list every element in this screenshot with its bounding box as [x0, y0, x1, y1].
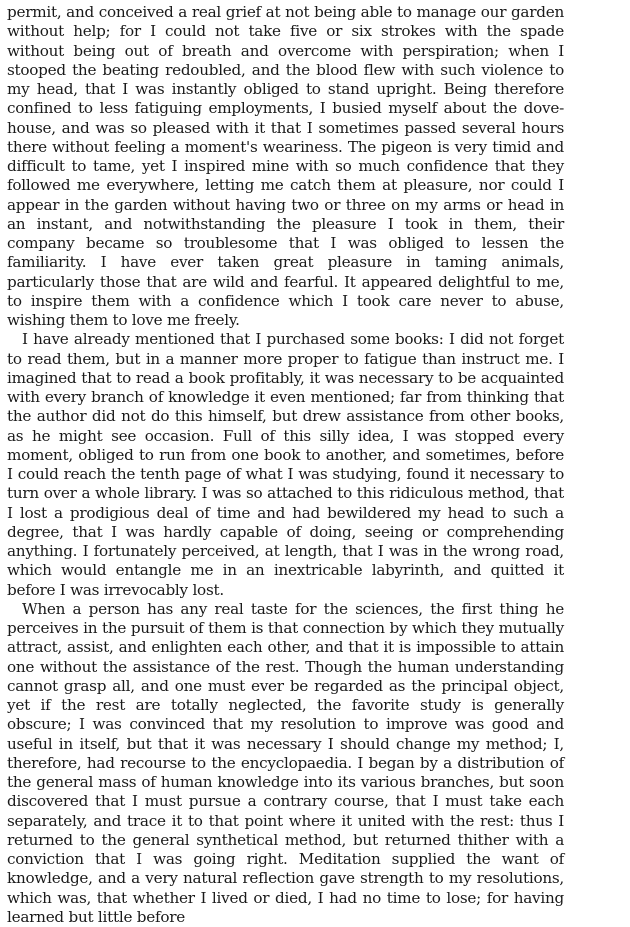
paragraph-1: permit, and conceived a real grief at not being able to manage our garden without help; for I could not take five or six strokes with the spade without being out of breath and overcome with perspiration; when I stooped the beating redoubled, and the blood flew with such violence to my head, that I was instantly obliged to stand upright. Being therefore confined to less fatiguing employments, I busied myself about the dove-house, and was so pleased with it that I sometimes passed several hours there without feeling a moment's weariness. The pigeon is very timid and difficult to tame, yet I inspired mine with so much confidence that they followed me everywhere, letting me catch them at pleasure, nor could I appear in the garden without having two or three on my arms or head in an instant, and notwithstanding the pleasure I took in them, their company became so troublesome that I was obliged to lessen the familiarity. I have ever taken great pleasure in taming animals, particularly those that are wild and fearful. It appeared delightful to me, to inspire them with a confidence which I took care never to abuse, wishing them to love me freely. [7, 3, 564, 329]
paragraph-3: When a person has any real taste for the sciences, the first thing he perceives in the pursuit of them is that connection by which they mutually attract, assist, and enlighten each other, and that it is impossible to attain one without the assistance of the rest. Though the human understanding cannot grasp all, and one must ever be regarded as the principal object, yet if the rest are totally neglected, the favorite study is generally obscure; I was convinced that my resolution to improve was good and useful in itself, but that it was necessary I should change my method; I, therefore, had recourse to the encyclopaedia. I began by a distribution of the general mass of human knowledge into its various branches, but soon discovered that I must pursue a contrary course, that I must take each separately, and trace it to that point where it united with the rest: thus I returned to the general synthetical method, but returned thither with a conviction that I was going right. Meditation supplied the want of knowledge, and a very natural reflection gave strength to my resolutions, which was, that whether I lived or died, I had no time to lose; for having learned but little before [7, 599, 564, 926]
paragraph-2: I have already mentioned that I purchased some books: I did not forget to read them, but in a manner more proper to fatigue than instruct me. I imagined that to read a book profitably, it was necessary to be acquainted with every branch of knowledge it even mentioned; far from thinking that the author did not do this himself, but drew assistance from other books, as he might see occasion. Full of this silly idea, I was stopped every moment, obliged to run from one book to another, and sometimes, before I could reach the tenth page of what I was studying, found it necessary to turn over a whole library. I was so attached to this ridiculous method, that I lost a prodigious deal of time and had bewildered my head to such a degree, that I was hardly capable of doing, seeing or comprehending anything. I fortunately perceived, at length, that I was in the wrong road, which would entangle me in an inextricable labyrinth, and quitted it before I was irrevocably lost. [7, 330, 564, 599]
document-page [7, 3, 564, 927]
